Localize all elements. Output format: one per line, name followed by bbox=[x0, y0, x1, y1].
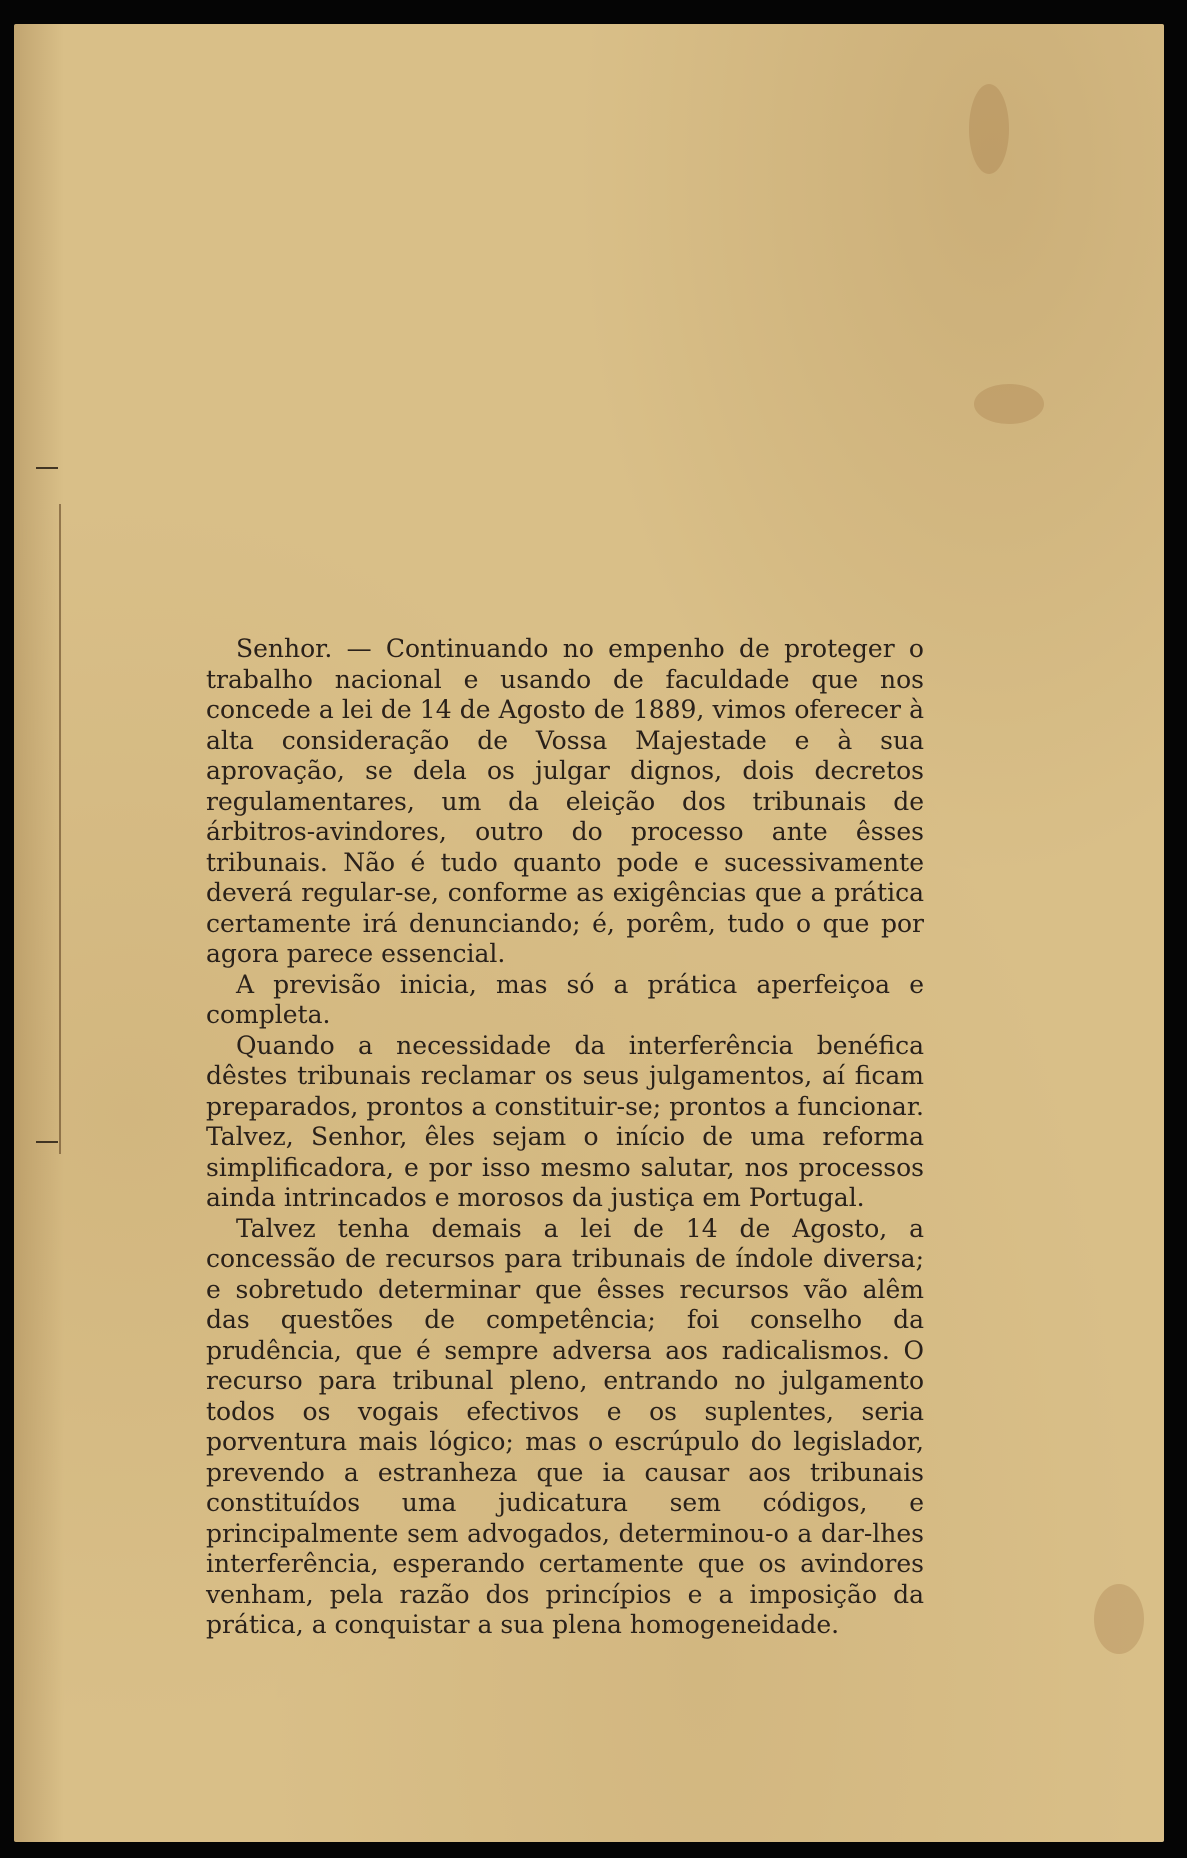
binding-mark bbox=[36, 467, 58, 469]
paragraph: A previsão inicia, mas só a prática aperfeiçoa e completa. bbox=[206, 969, 924, 1029]
paper-stain bbox=[974, 384, 1044, 424]
binding-fold-line bbox=[59, 504, 61, 1154]
paper-stain bbox=[969, 84, 1009, 174]
binding-mark bbox=[36, 1141, 58, 1143]
paragraph: Senhor. — Continuando no empenho de proteger o trabalho nacional e usando de faculdade que nos concede a lei de 14 de Agosto de 1889, vimos oferecer à alta consideração de Vossa Majestade e à sua aprovação, se dela os julgar dignos, dois decretos regulamentares, um da eleição dos tribunais de árbitros-avindores, outro do processo ante êsses tribunais. Não é tudo quanto pode e sucessivamente deverá regular-se, conforme as exigências que a prática certamente irá denunciando; é, porêm, tudo o que por agora parece essencial. bbox=[206, 634, 924, 968]
body-text bbox=[206, 634, 924, 1641]
paper-stain bbox=[1094, 1584, 1144, 1654]
paragraph: Quando a necessidade da interferência benéfica dêstes tribunais reclamar os seus julgamentos, aí ficam preparados, prontos a constituir-se; prontos a funcionar. Talvez, Senhor, êles sejam o início de uma reforma simplificadora, e por isso mesmo salutar, nos processos ainda intrincados e morosos da justiça em Portugal. bbox=[206, 1030, 924, 1212]
paragraph: Talvez tenha demais a lei de 14 de Agosto, a concessão de recursos para tribunais de índole diversa; e sobretudo determinar que êsses recursos vão alêm das questões de competência; foi conselho da prudência, que é sempre adversa aos radicalismos. O recurso para tribunal pleno, entrando no julgamento todos os vogais efectivos e os suplentes, seria porventura mais lógico; mas o escrúpulo do legislador, prevendo a estranheza que ia causar aos tribunais constituídos uma judicatura sem códigos, e principalmente sem advogados, determinou-o a dar-lhes interferência, esperando certamente que os avindores venham, pela razão dos princípios e a imposição da prática, a conquistar a sua plena homogeneidade. bbox=[206, 1213, 924, 1639]
